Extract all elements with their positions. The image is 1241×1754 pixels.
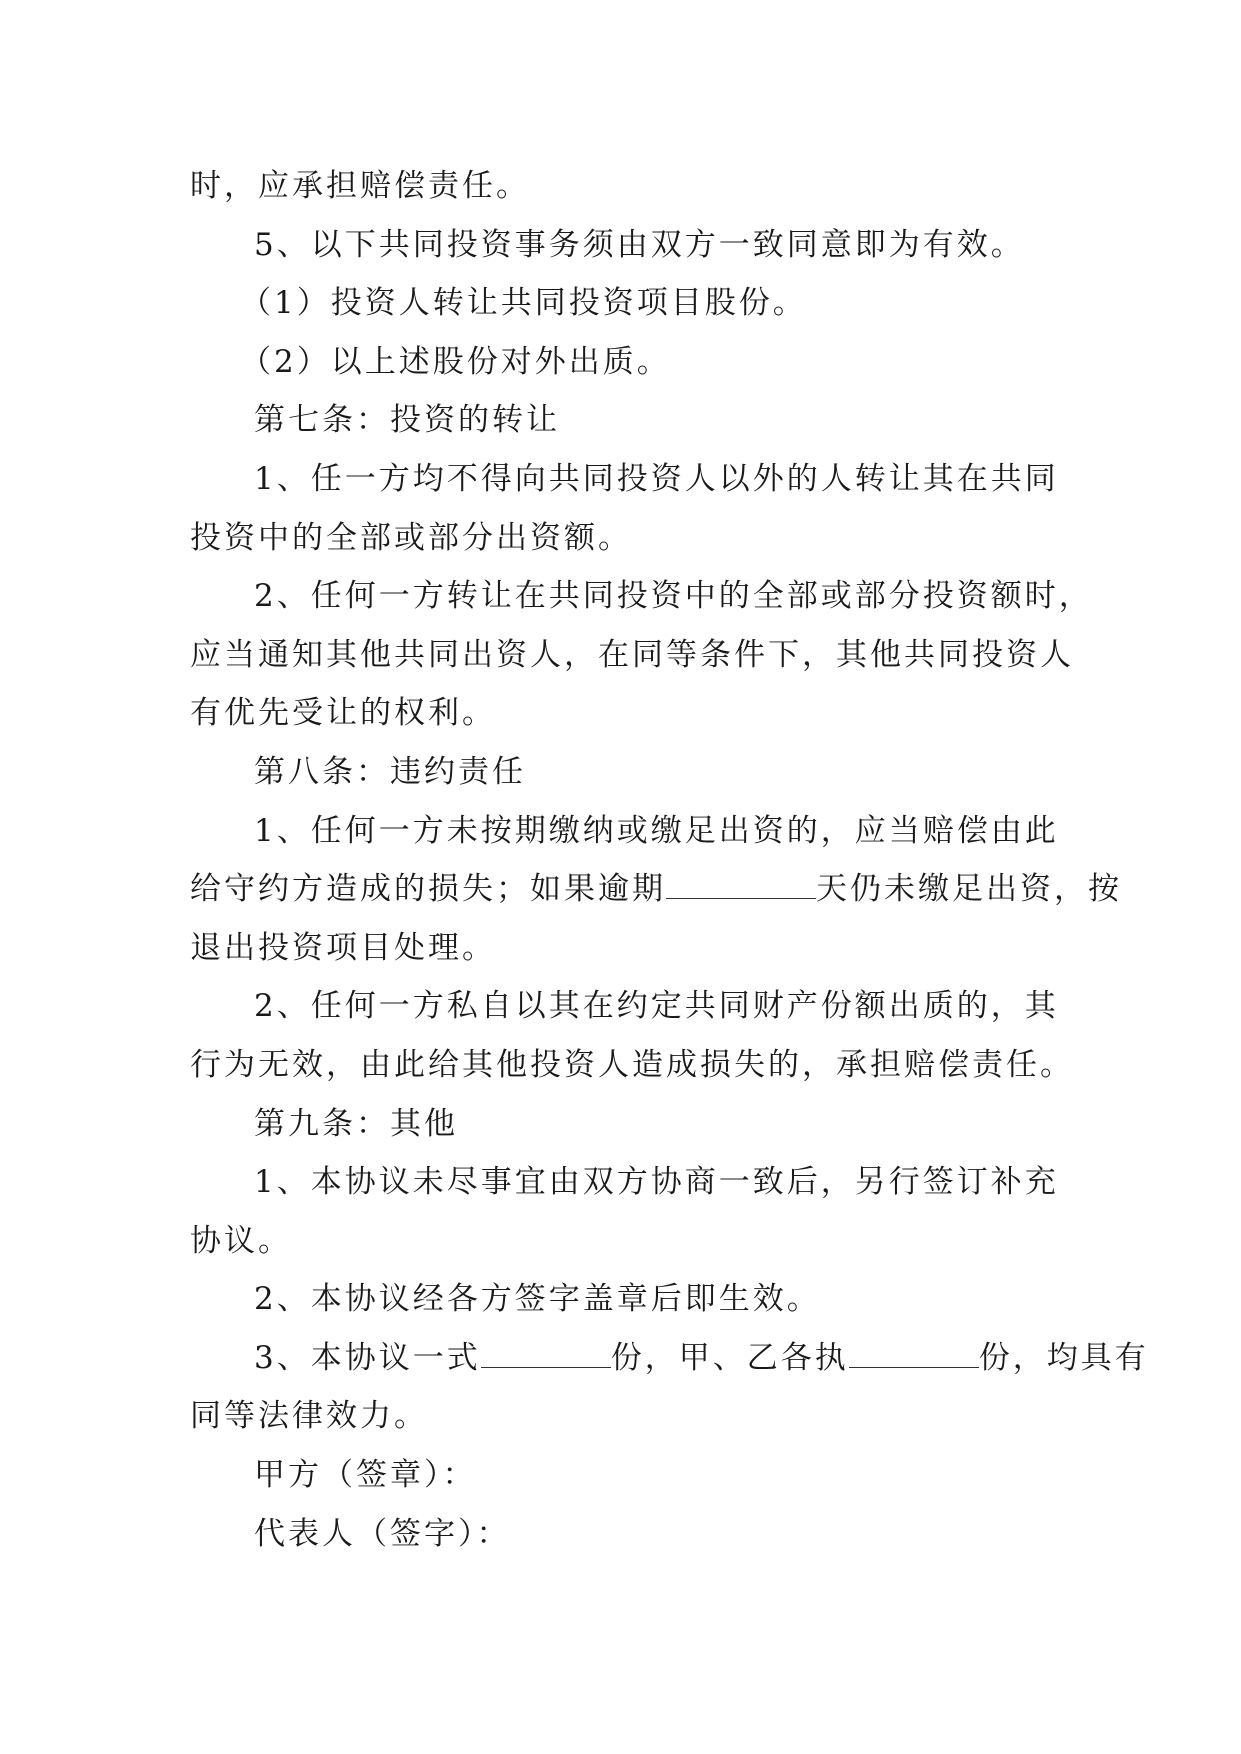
text-segment: 份，均具有 xyxy=(978,1339,1149,1376)
text-line: 退出投资项目处理。 xyxy=(190,929,496,966)
text-line: 2、本协议经各方签字盖章后即生效。 xyxy=(254,1281,821,1318)
text-segment: 天仍未缴足出资，按 xyxy=(816,871,1122,908)
text-line: 行为无效，由此给其他投资人造成损失的，承担赔偿责任。 xyxy=(190,1046,1074,1083)
text-segment: 给守约方造成的损失；如果逾期 xyxy=(190,871,666,908)
overdue-days-blank[interactable] xyxy=(666,868,816,899)
article-7-heading: 第七条：投资的转让 xyxy=(254,402,560,439)
document-body xyxy=(190,157,1149,1563)
text-line xyxy=(190,860,1122,919)
copies-each-blank[interactable] xyxy=(849,1337,979,1368)
party-a-signature-label: 甲方（签章）： xyxy=(254,1457,477,1494)
text-line: 投资中的全部或部分出资额。 xyxy=(190,519,632,556)
text-line: 协议。 xyxy=(190,1222,292,1259)
text-segment: 3、本协议一式 xyxy=(254,1339,481,1376)
copies-total-blank[interactable] xyxy=(481,1337,611,1368)
sub-item-1: （1）投资人转让共同投资项目股份。 xyxy=(240,285,807,322)
clause-item-5: 5、以下共同投资事务须由双方一致同意即为有效。 xyxy=(254,226,1025,263)
article-8-heading: 第八条：违约责任 xyxy=(254,753,526,790)
text-segment: 份，甲、乙各执 xyxy=(610,1339,849,1376)
text-line: 1、任何一方未按期缴纳或缴足出资的，应当赔偿由此 xyxy=(254,812,1059,849)
article-9-heading: 第九条：其他 xyxy=(254,1105,458,1142)
sub-item-2: （2）以上述股份对外出质。 xyxy=(240,343,671,380)
representative-signature-label: 代表人（签字）： xyxy=(254,1515,511,1552)
text-line: 有优先受让的权利。 xyxy=(190,695,496,732)
text-line: 同等法律效力。 xyxy=(190,1398,428,1435)
text-line: 1、本协议未尽事宜由双方协商一致后，另行签订补充 xyxy=(254,1164,1059,1201)
text-line: 时，应承担赔偿责任。 xyxy=(190,168,530,204)
text-line xyxy=(190,1329,1149,1388)
text-line: 2、任何一方转让在共同投资中的全部或部分投资额时， xyxy=(254,578,1093,615)
text-line: 2、任何一方私自以其在约定共同财产份额出质的，其 xyxy=(254,988,1059,1025)
text-line: 1、任一方均不得向共同投资人以外的人转让其在共同 xyxy=(254,460,1059,497)
text-line: 应当通知其他共同出资人，在同等条件下，其他共同投资人 xyxy=(190,636,1074,673)
